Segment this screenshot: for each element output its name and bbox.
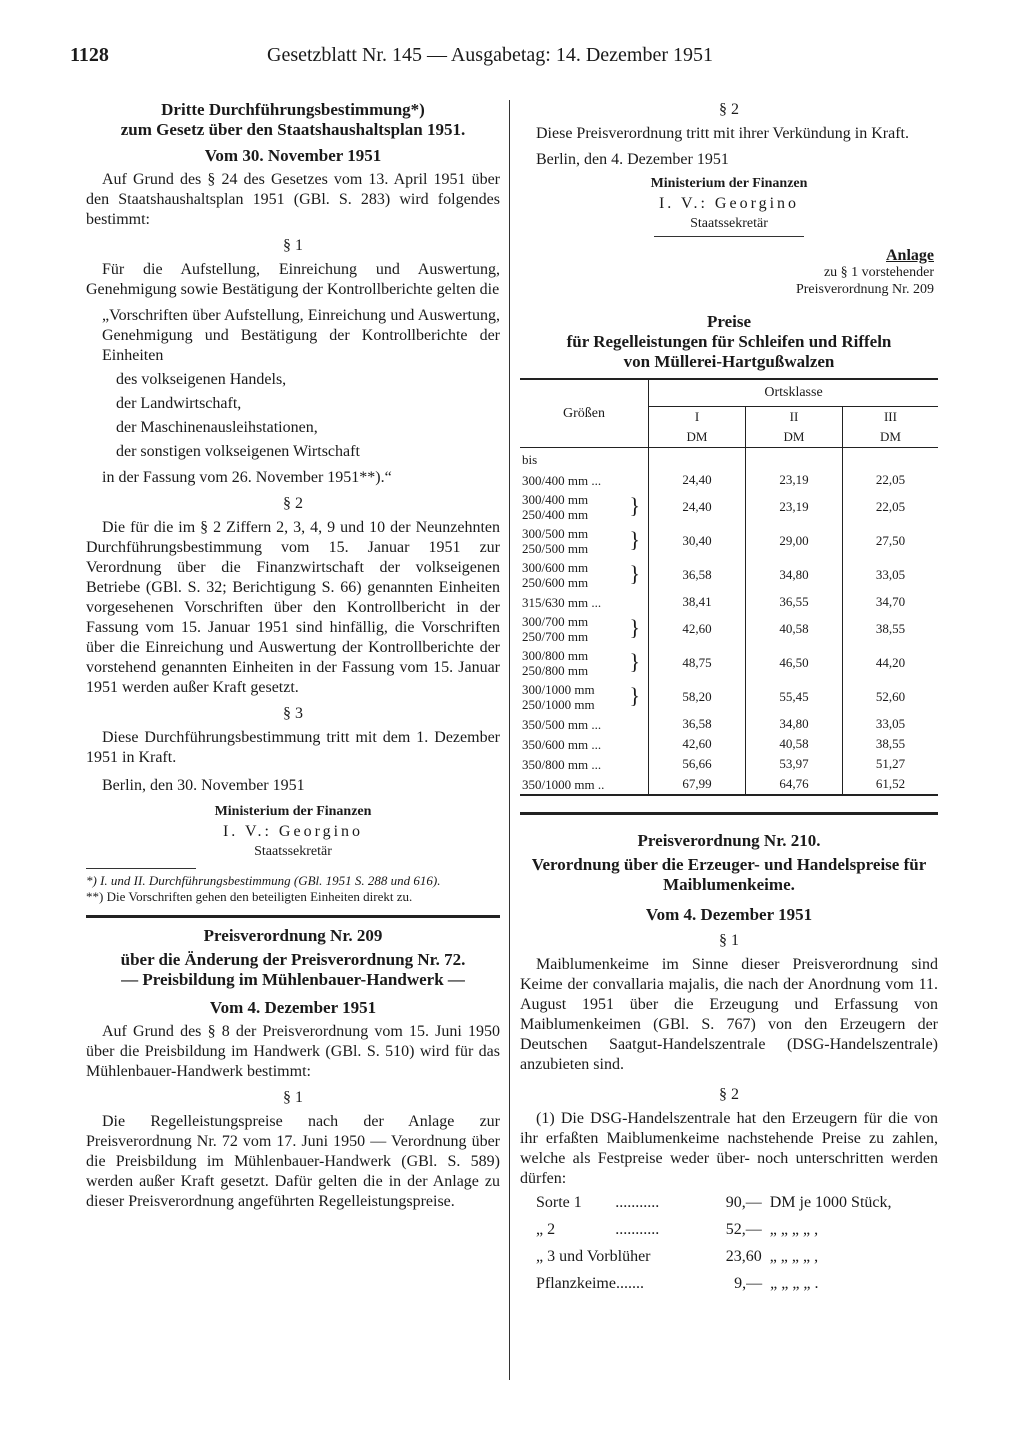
price-cell: 34,80 [745,558,842,592]
table-title-line1: Preise [706,312,752,331]
price-list-row [536,1247,938,1274]
table-title-line2: für Regelleistungen für Schleifen und Riffeln [566,332,892,351]
price-cell: 64,76 [745,774,842,795]
article-title-line2: zum Gesetz über den Staatshaushaltsplan 1951. [120,120,466,139]
currency-label: DM [686,429,708,444]
bis-label: bis [522,452,538,467]
signature-name: I. V.: Georgino [658,195,800,212]
size-label: 250/400 mm [522,507,589,522]
section-1-quote-end: in der Fassung vom 26. November 1951**).“ [102,469,392,486]
article-date: Vom 4. Dezember 1951 [209,998,377,1017]
brace-glyph: } [629,527,640,552]
size-label: 250/1000 mm [522,697,595,712]
page-header [70,44,950,74]
price-cell: 52,60 [842,680,938,714]
size-label: 300/1000 mm [522,682,595,697]
col-header-class-2 [745,407,842,448]
price-list-price: 23,60 [725,1248,762,1265]
place-date: Berlin, den 4. Dezember 1951 [536,151,729,168]
size-label: 350/800 mm ... [522,756,602,772]
section-3-text: Diese Durchführungsbestimmung tritt mit dem 1. Dezember 1951 in Kraft. [86,729,500,766]
size-cell [520,734,649,754]
price-list-leader-dots: ........... [615,1221,660,1238]
table-title-line3: von Müllerei-Hartgußwalzen [623,352,835,371]
article-divider [86,915,500,918]
size-label: 350/1000 mm .. [522,776,605,792]
size-label: 300/500 mm [522,526,589,541]
article-date: Vom 30. November 1951 [204,146,382,165]
price-cell: 40,58 [745,734,842,754]
price-cell: 51,27 [842,754,938,774]
size-cell [520,774,649,795]
price-list-unit: „ „ „ „ , [769,1248,819,1265]
currency-label: DM [783,429,805,444]
price-cell: 42,60 [649,612,746,646]
left-column [86,100,500,1212]
size-label: 315/630 mm ... [522,594,602,610]
table-row [520,734,938,754]
unit-list-item: der sonstigen volkseigenen Wirtschaft [116,443,360,460]
price-list-row [536,1274,938,1301]
price-cell: 55,45 [745,680,842,714]
anlage-reference-line2: Preisverordnung Nr. 209 [795,282,934,297]
size-cell [520,592,649,612]
price-cell: 36,55 [745,592,842,612]
table-row [520,612,938,646]
section-2-text: Diese Preisverordnung tritt mit ihrer Verkündung in Kraft. [536,125,909,142]
section-1-heading: § 1 [283,237,303,254]
price-cell: 34,70 [842,592,938,612]
price-cell: 36,58 [649,714,746,734]
price-cell: 46,50 [745,646,842,680]
article-title-line1: Dritte Durchführungsbestimmung*) [161,100,425,119]
signature-title: Staatssekretär [254,844,332,859]
page-number: 1128 [70,44,109,66]
anlage-block [520,247,934,298]
price-cell: 38,55 [842,734,938,754]
section-1-text: Die Regelleistungspreise nach der Anlage zur Preisverordnung Nr. 72 vom 17. Juni 1950 — Verordnung über die Preisbildung im Mühlenbauer-Handwerk (GBl. S. 589) werden außer Kraft gesetzt. Dafür gelten die in der Anlage zu dieser Preisverordnung angeführten Regelleistungspreise. [86,1113,500,1210]
price-list-price: 52,— [725,1221,762,1238]
brace-glyph: } [629,561,640,586]
table-row [520,470,938,490]
article-preisverordnung-210 [520,831,938,1301]
price-list-leader-dots: ....... [615,1275,644,1292]
size-cell [520,754,649,774]
size-cell [520,558,649,592]
price-cell: 36,58 [649,558,746,592]
price-cell: 67,99 [649,774,746,795]
brace-glyph: } [629,615,640,640]
table-row [520,490,938,524]
article-title-line1: Preisverordnung Nr. 209 [203,926,383,945]
table-row [520,714,938,734]
signature-name: I. V.: Georgino [222,823,364,840]
price-list-unit: „ „ „ „ , [769,1221,819,1238]
table-row [520,524,938,558]
article-title-line2: über die Änderung der Preisverordnung Nr. 72. [120,950,466,969]
price-cell: 23,19 [745,470,842,490]
size-label: 250/800 mm [522,663,589,678]
section-1-heading: § 1 [719,932,739,949]
section-2-heading: § 2 [719,1086,739,1103]
size-label: 300/400 mm [522,492,589,507]
footnote-2: **) Die Vorschriften gehen den beteiligten Einheiten direkt zu. [86,889,413,904]
price-cell: 58,20 [649,680,746,714]
price-list-unit: „ „ „ „ . [770,1275,819,1292]
size-cell [520,612,649,646]
price-list-row [536,1220,938,1247]
brace-glyph: } [629,493,640,518]
column-separator [509,100,510,1380]
class-label: III [883,409,897,424]
price-list-label: „ 3 und Vorblüher [536,1248,651,1265]
table-row [520,754,938,774]
price-cell: 34,80 [745,714,842,734]
price-cell: 24,40 [649,490,746,524]
article-intro: Auf Grund des § 8 der Preisverordnung vom 15. Juni 1950 über die Preisbildung im Handwerk (GBl. S. 510) wird für das Mühlenbauer-Handwerk bestimmt: [86,1023,500,1080]
article-date: Vom 4. Dezember 1951 [645,905,813,924]
size-cell [520,490,649,524]
price-list-label: Pflanzkeime [536,1275,616,1292]
col-header-class-3 [842,407,938,448]
price-list-label: Sorte 1 [536,1194,582,1211]
price-cell: 38,41 [649,592,746,612]
right-column [520,100,938,1301]
brace-glyph: } [629,683,640,708]
price-cell: 56,66 [649,754,746,774]
price-cell: 53,97 [745,754,842,774]
price-table [520,378,938,796]
unit-list-item: des volkseigenen Handels, [116,371,287,388]
size-cell [520,524,649,558]
size-label: 250/500 mm [522,541,589,556]
col-header-size: Größen [520,379,649,448]
section-2-text: Die für die im § 2 Ziffern 2, 3, 4, 9 und 10 der Neunzehnten Durchführungsbestimmung vom 15. Januar 1951 zur Verordnung über die Finanzwirtschaft der volkseigenen Betriebe (GBl. S. 32; Berichtigung S. 66) genannten Einheiten vorgesehenen Vorschriften über den Kontrollbericht in der Fassung vom 15. Januar 1951 sind hinfällig, die Vorschriften über die Einreichung und Auswertung der Kontrollberichte der vorstehend genannten Einheiten in der Fassung vom 15. Januar 1951 werden außer Kraft gesetzt. [86,519,500,696]
price-cell: 48,75 [649,646,746,680]
table-row [520,680,938,714]
col-header-class-1 [649,407,746,448]
class-label: II [789,409,799,424]
price-cell: 38,55 [842,612,938,646]
price-list-label: „ 2 [536,1221,556,1238]
article-preisverordnung-209 [86,926,500,1212]
section-1-text: Für die Aufstellung, Einreichung und Auswertung, Genehmigung sowie Bestätigung der Kontrollberichte gelten die [86,261,500,298]
price-list-row [536,1193,938,1220]
signature-title: Staatssekretär [690,216,768,231]
size-label: 300/700 mm [522,614,589,629]
size-cell [520,470,649,490]
footnote-rule [86,868,196,869]
price-cell: 44,20 [842,646,938,680]
price-list-unit: DM je 1000 Stück, [769,1194,892,1211]
section-2-heading: § 2 [719,101,739,118]
brace-glyph: } [629,649,640,674]
unit-list-item: der Landwirtschaft, [116,395,242,412]
price-cell: 33,05 [842,714,938,734]
signature-rule [654,236,804,237]
price-cell: 22,05 [842,490,938,524]
table-row [520,774,938,795]
section-1-quote: „Vorschriften über Aufstellung, Einreichung und Auswertung, Genehmigung und Bestätigung der Kontrollberichte der Einheiten [102,307,500,364]
signature-ministry: Ministerium der Finanzen [214,804,372,819]
size-cell [520,680,649,714]
section-3-heading: § 3 [283,705,303,722]
size-cell [520,714,649,734]
table-row [520,558,938,592]
price-cell: 42,60 [649,734,746,754]
col-header-ortsklasse: Ortsklasse [649,379,939,407]
footnote-1: *) I. und II. Durchführungsbestimmung (GBl. 1951 S. 288 und 616). [86,873,441,888]
section-1-heading: § 1 [283,1089,303,1106]
price-list [520,1193,938,1301]
table-row [520,646,938,680]
section-2-heading: § 2 [283,495,303,512]
price-cell: 23,19 [745,490,842,524]
article-intro: Auf Grund des § 24 des Gesetzes vom 13. April 1951 über den Staatshaushaltsplan 1951 (GBl. S. 283) wird folgendes bestimmt: [86,171,500,228]
size-label: 250/600 mm [522,575,589,590]
currency-label: DM [879,429,901,444]
table-row [520,592,938,612]
size-label: 300/400 mm ... [522,472,602,488]
price-list-price: 9,— [734,1275,763,1292]
price-list-leader-dots: ........... [615,1194,660,1211]
size-label: 350/600 mm ... [522,736,602,752]
article-dritte-durchfuehrungsbestimmung [86,100,500,905]
article-title-line1: Preisverordnung Nr. 210. [637,831,821,850]
anlage-title: Anlage [886,247,934,264]
anlage-reference-line1: zu § 1 vorstehender [823,265,934,280]
size-label: 350/500 mm ... [522,716,602,732]
signature-ministry: Ministerium der Finanzen [650,176,808,191]
size-cell [520,646,649,680]
price-cell: 22,05 [842,470,938,490]
section-1-text: Maiblumenkeime im Sinne dieser Preisverordnung sind Keime der convallaria majalis, die nach der Anordnung vom 11. August 1951 über die Erzeugung und Erfassung von Maiblumenkeimen (GBl. S. 767) von den Erzeugern der Deutschen Saatgut-Handelszentrale (DSG-Handelszentrale) anzubieten sind. [520,956,938,1073]
price-cell: 30,40 [649,524,746,558]
article-divider [520,812,938,815]
price-cell: 61,52 [842,774,938,795]
price-cell: 29,00 [745,524,842,558]
place-date: Berlin, den 30. November 1951 [102,777,305,794]
class-label: I [694,409,700,424]
article-title-line3: — Preisbildung im Mühlenbauer-Handwerk — [121,970,465,989]
unit-list-item: der Maschinenausleihstationen, [116,419,318,436]
price-cell: 24,40 [649,470,746,490]
price-list-price: 90,— [725,1194,762,1211]
price-cell: 40,58 [745,612,842,646]
section-2-text: (1) Die DSG-Handelszentrale hat den Erzeugern für die von ihr erfaßten Maiblumenkeime nachstehende Preise zu zahlen, welche als Festpreise weder über- noch unterschritten werden dürfen: [520,1110,938,1187]
price-cell: 33,05 [842,558,938,592]
size-label: 300/600 mm [522,560,589,575]
running-head: Gesetzblatt Nr. 145 — Ausgabetag: 14. Dezember 1951 [267,44,713,66]
size-label: 250/700 mm [522,629,589,644]
size-label: 300/800 mm [522,648,589,663]
price-cell: 27,50 [842,524,938,558]
article-title-line2: Verordnung über die Erzeuger- und Handelspreise für Maiblumenkeime. [531,855,927,894]
